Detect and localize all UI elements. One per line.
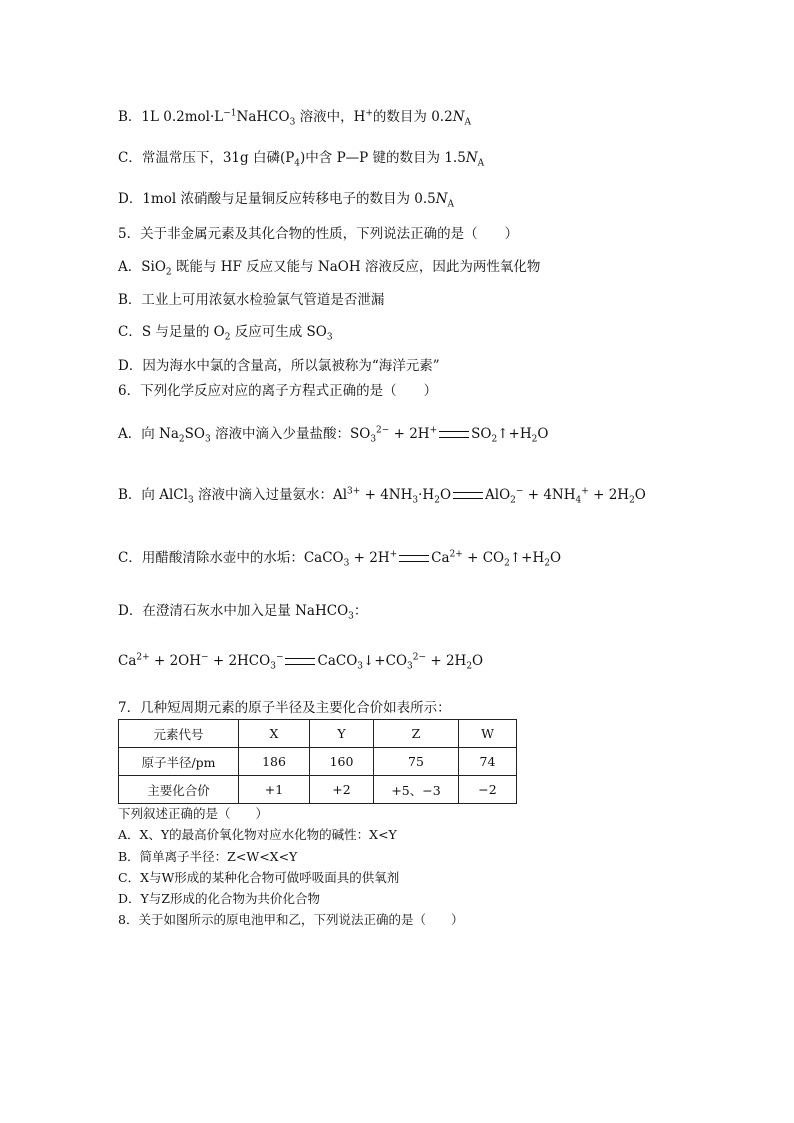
- table-row: [119, 748, 517, 776]
- q7-stem: 7．几种短周期元素的原子半径及主要化合价如表所示：: [118, 700, 451, 716]
- table-header-cell: 元素代号: [119, 720, 239, 748]
- table-cell: 原子半径/pm: [119, 748, 239, 776]
- table-header-cell: Y: [310, 720, 374, 748]
- q6-option-a: A．向 $Na_2SO_3$ 溶液中滴入少量盐酸：$SO_3^{2-} + 2H^+$ $SO_2↑+H_2O$: [118, 425, 549, 445]
- table-header-row: [119, 720, 517, 748]
- q7-lead: 下列叙述正确的是（ ）: [118, 806, 269, 821]
- q7-option-a: A．X、Y的最高价氧化物对应水化物的碱性：X<Y: [118, 827, 397, 842]
- q5-option-c: C．S 与足量的 $O_2$ 反应可生成 $SO_3$: [118, 324, 333, 343]
- q5-option-d: D．因为海水中氯的含量高，所以氯被称为“海洋元素”: [118, 358, 440, 374]
- q6-option-d-equation: $Ca^{2+} + 2OH^- + 2HCO_3^-$ $CaCO_3↓+CO_3^{2-} + 2H_2O$: [118, 652, 484, 672]
- table-cell: 186: [239, 748, 310, 776]
- table-cell: 75: [374, 748, 459, 776]
- table-cell: 主要化合价: [119, 776, 239, 804]
- q6-option-b: B．向 AlCl$_3$ 溶液中滴入过量氨水：$Al^{3+} + 4NH_3\cdot H_2O$ $AlO_2^- + 4NH_4^+ + 2H_2O$: [118, 486, 646, 506]
- q4-option-c: C．常温常压下，31g 白磷$(P_4)$中含 P—P 键的数目为 $1.5N_A$: [118, 150, 485, 169]
- table-cell: +2: [310, 776, 374, 804]
- q5-stem: 5．关于非金属元素及其化合物的性质，下列说法正确的是（ ）: [118, 226, 519, 242]
- q7-option-c: C．X与W形成的某种化合物可做呼吸面具的供氧剂: [118, 870, 400, 885]
- q6-option-d: D．在澄清石灰水中加入足量 NaHCO$_3$：: [118, 603, 368, 622]
- q5-option-b: B．工业上可用浓氨水检验氯气管道是否泄漏: [118, 292, 385, 308]
- q4-option-b: B．1L $0.2mol\cdot L^{-1}NaHCO_3$ 溶液中，H+的数目为 $0.2N_A$: [118, 108, 471, 128]
- q6-option-c: C．用醋酸清除水壶中的水垢：CaCO$_3$ + 2H+ $Ca^{2+}$ + $CO_2↑+H_2O$: [118, 549, 562, 569]
- table-header-cell: X: [239, 720, 310, 748]
- table-cell: 160: [310, 748, 374, 776]
- q6-stem: 6．下列化学反应对应的离子方程式正确的是（ ）: [118, 383, 438, 399]
- table-cell: +5、−3: [374, 776, 459, 804]
- element-table: [118, 719, 517, 804]
- q8-stem: 8．关于如图所示的原电池甲和乙，下列说法正确的是（ ）: [118, 912, 464, 927]
- q4-option-d: D．1mol 浓硝酸与足量铜反应转移电子的数目为 $0.5N_A$: [118, 191, 455, 210]
- q7-option-b: B．简单离子半径：Z<W<X<Y: [118, 849, 298, 864]
- q5-option-a: A．SiO$_2$ 既能与 HF 反应又能与 NaOH 溶液反应，因此为两性氧化物: [118, 259, 541, 278]
- table-cell: 74: [459, 748, 517, 776]
- table-row: [119, 776, 517, 804]
- table-header-cell: W: [459, 720, 517, 748]
- table-header-cell: Z: [374, 720, 459, 748]
- q7-option-d: D．Y与Z形成的化合物为共价化合物: [118, 891, 320, 906]
- table-cell: +1: [239, 776, 310, 804]
- table-cell: −2: [459, 776, 517, 804]
